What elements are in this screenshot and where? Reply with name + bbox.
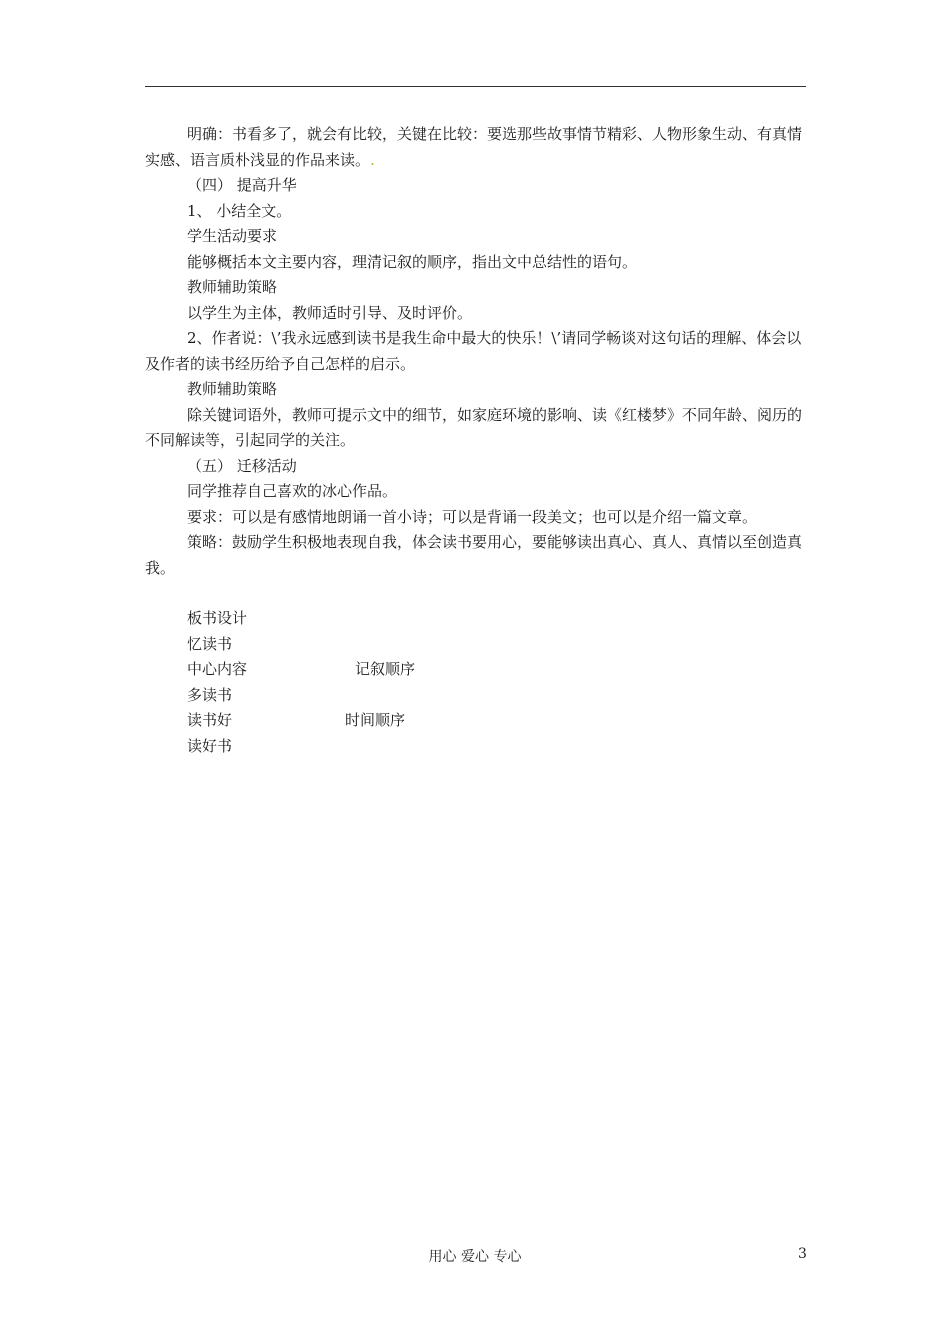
stray-mark: . <box>370 150 375 169</box>
item-2-quote: 2、作者说：\’我永远感到读书是我生命中最大的快乐！\’请同学畅谈对这句话的理解、体会以及作者的读书经历给予自己怎样的启示。 <box>145 329 802 373</box>
requirement-text: 要求：可以是有感情地朗诵一首小诗；可以是背诵一段美文；也可以是介绍一篇文章。 <box>187 507 758 526</box>
board-line-4: 读书好 时间顺序 <box>145 708 808 734</box>
section-heading-5: （五） 迁移活动 <box>187 456 297 475</box>
header-rule <box>145 86 806 87</box>
board-line-2-right: 记叙顺序 <box>355 660 416 678</box>
board-line-1: 忆读书 <box>187 634 233 653</box>
teacher-strategy-heading-1: 教师辅助策略 <box>187 278 278 296</box>
teacher-strategy-heading-2: 教师辅助策略 <box>187 380 278 398</box>
footer-motto: 用心 爱心 专心 <box>428 1249 522 1265</box>
item-1-summary: 1、 小结全文。 <box>187 201 292 220</box>
document-body <box>145 122 808 759</box>
board-line-3: 多读书 <box>187 685 233 704</box>
strategy-text: 策略：鼓励学生积极地表现自我，体会读书要用心，要能够读出真心、真人、真情以至创造真我。 <box>145 533 803 577</box>
board-line-2: 中心内容 记叙顺序 <box>145 657 808 683</box>
page-number: 3 <box>798 1246 807 1262</box>
recommend-text: 同学推荐自己喜欢的冰心作品。 <box>187 482 398 500</box>
board-line-5: 读好书 <box>187 736 233 755</box>
teacher-strategy-text-1: 以学生为主体，教师适时引导、及时评价。 <box>187 303 473 322</box>
teacher-strategy-text-2: 除关键词语外，教师可提示文中的细节，如家庭环境的影响、读《红楼梦》不同年龄、阅历的不同解读等，引起同学的关注。 <box>145 405 803 449</box>
board-title: 板书设计 <box>187 609 248 627</box>
student-activity-text: 能够概括本文主要内容，理清记叙的顺序，指出文中总结性的语句。 <box>187 252 638 271</box>
student-activity-heading: 学生活动要求 <box>187 227 278 245</box>
section-heading-4: （四） 提高升华 <box>187 176 297 194</box>
paragraph-clarify-text: 明确：书看多了，就会有比较，关键在比较：要选那些故事情节精彩、人物形象生动、有真情实感、语言质朴浅显的作品来读。 <box>145 125 803 169</box>
paragraph-clarify <box>145 122 808 173</box>
board-line-4-right: 时间顺序 <box>345 711 406 729</box>
